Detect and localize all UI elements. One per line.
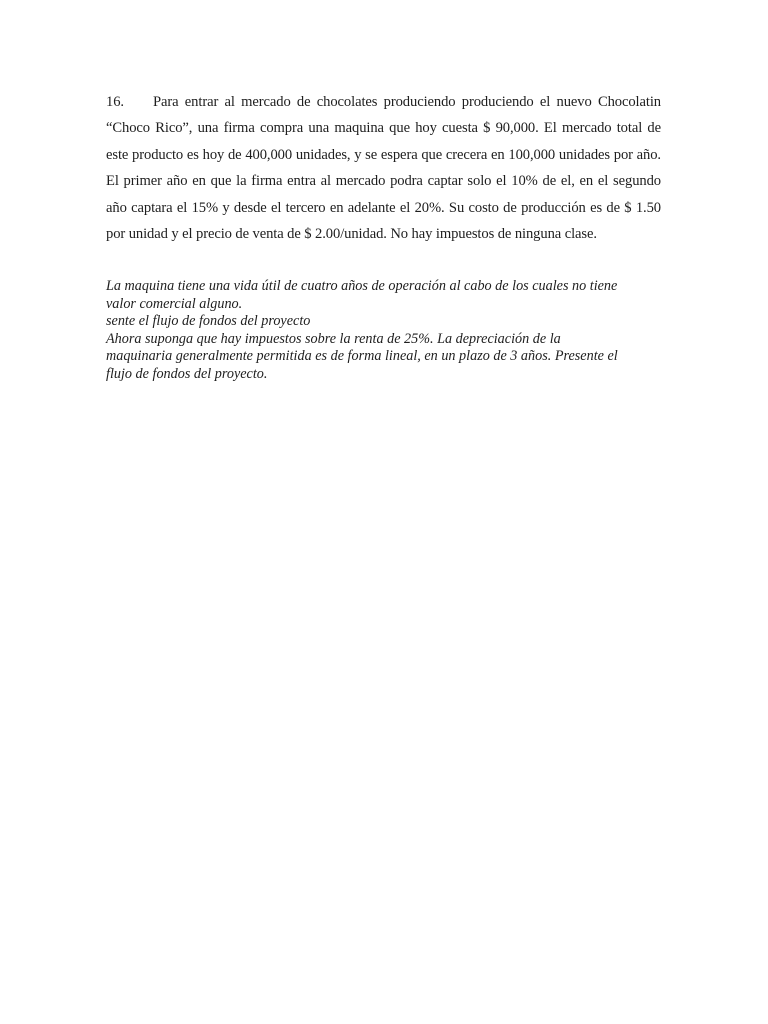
note-line: valor comercial alguno. [106,295,243,312]
notes-block [106,278,666,384]
note-line: Ahora suponga que hay impuestos sobre la renta de 25%. La depreciación de la [106,330,561,347]
note-line: flujo de fondos del proyecto. [106,365,268,382]
problem-number: 16. [106,94,124,110]
note-line: maquinaria generalmente permitida es de forma lineal, en un plazo de 3 años. Presente el [106,348,618,365]
problem-paragraph [106,89,661,247]
note-line: La maquina tiene una vida útil de cuatro años de operación al cabo de los cuales no tiene [106,278,618,294]
problem-text: Para entrar al mercado de chocolates produciendo produciendo el nuevo Chocolatin “Choco Rico”, una firma compra una maquina que hoy cuesta $ 90,000. El mercado total de este producto es hoy de 400,000 unidades, y se espera que crecera en 100,000 unidades por año. El primer año en que la firma entra al mercado podra captar solo el 10% de el, en el segundo año captara el 15% y desde el tercero en adelante el 20%. Su costo de producción es de $ 1.50 por unidad y el precio de venta de $ 2.00/unidad. No hay impuestos de ninguna clase. [106,94,661,243]
note-line: sente el flujo de fondos del proyecto [106,313,311,330]
